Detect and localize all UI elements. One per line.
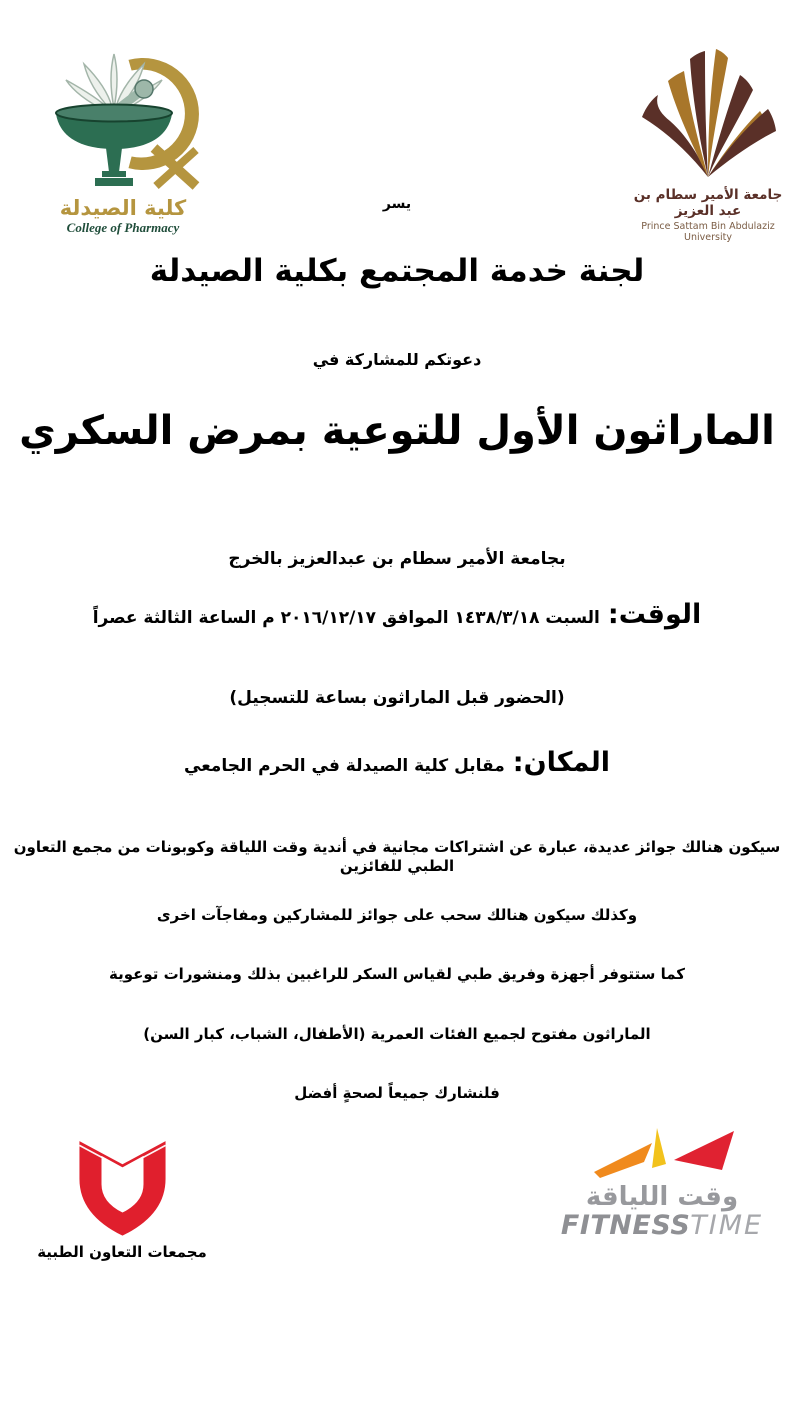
psau-palm-icon — [628, 45, 788, 180]
fitness-time-english-name — [556, 1210, 768, 1241]
draw-line: وكذلك سيكون هنالك سحب على جوائز للمشاركين ومفاجآت اخرى — [156, 906, 638, 924]
committee-title: لجنة خدمة المجتمع بكلية الصيدلة — [149, 253, 645, 289]
university-line: بجامعة الأمير سطام بن عبدالعزيز بالخرج — [228, 549, 566, 569]
psau-arabic-name: جامعة الأمير سطام بن عبد العزيز — [633, 187, 783, 219]
shield-u-icon — [70, 1120, 175, 1240]
prizes-line: سيكون هنالك جوائز عديدة، عبارة عن اشتراكات مجانية في أندية وقت اللياقة وكوبونات من مجمع التعاون الطبي للفائزين — [13, 838, 781, 875]
pharmacy-mortar-rx-icon — [28, 52, 218, 190]
fitness-time-arabic-name: وقت اللياقة — [585, 1182, 739, 1212]
invite-line: دعوتكم للمشاركة في — [312, 350, 482, 369]
time-line — [0, 598, 794, 632]
age-groups-line: الماراثون مفتوح لجميع الفئات العمرية (الأطفال، الشباب، كبار السن) — [143, 1025, 651, 1043]
medical-team-line: كما ستتوفر أجهزة وفريق طبي لقياس السكر للراغبين بذلك ومنشورات توعوية — [108, 965, 686, 983]
medical-cooperation-caption: مجمعات التعاون الطبية — [37, 1243, 207, 1261]
medical-cooperation-logo — [70, 1120, 175, 1240]
fitness-time-logo — [556, 1126, 768, 1241]
fitness-sparks-icon — [556, 1126, 768, 1180]
place-line — [0, 746, 794, 780]
intro-line: يسر — [382, 196, 412, 212]
time-value: السبت ١٤٣٨/٣/١٨ الموافق ٢٠١٦/١٢/١٧ م الساعة الثالثة عصراً — [92, 608, 600, 628]
fitness-word: FITNESS — [560, 1210, 691, 1241]
place-value: مقابل كلية الصيدلة في الحرم الجامعي — [184, 756, 505, 776]
college-arabic-name: كلية الصيدلة — [59, 196, 187, 220]
psau-english-name: Prince Sattam Bin Abdulaziz University — [641, 221, 775, 243]
registration-note: (الحضور قبل الماراثون بساعة للتسجيل) — [229, 688, 565, 708]
place-label: المكان: — [512, 747, 610, 778]
closing-line: فلنشارك جميعاً لصحةٍ أفضل — [294, 1084, 500, 1102]
time-label: الوقت: — [607, 599, 702, 630]
college-english-name: College of Pharmacy — [66, 220, 180, 235]
time-word: TIME — [690, 1210, 764, 1241]
event-title: الماراثون الأول للتوعية بمرض السكري — [19, 408, 775, 454]
